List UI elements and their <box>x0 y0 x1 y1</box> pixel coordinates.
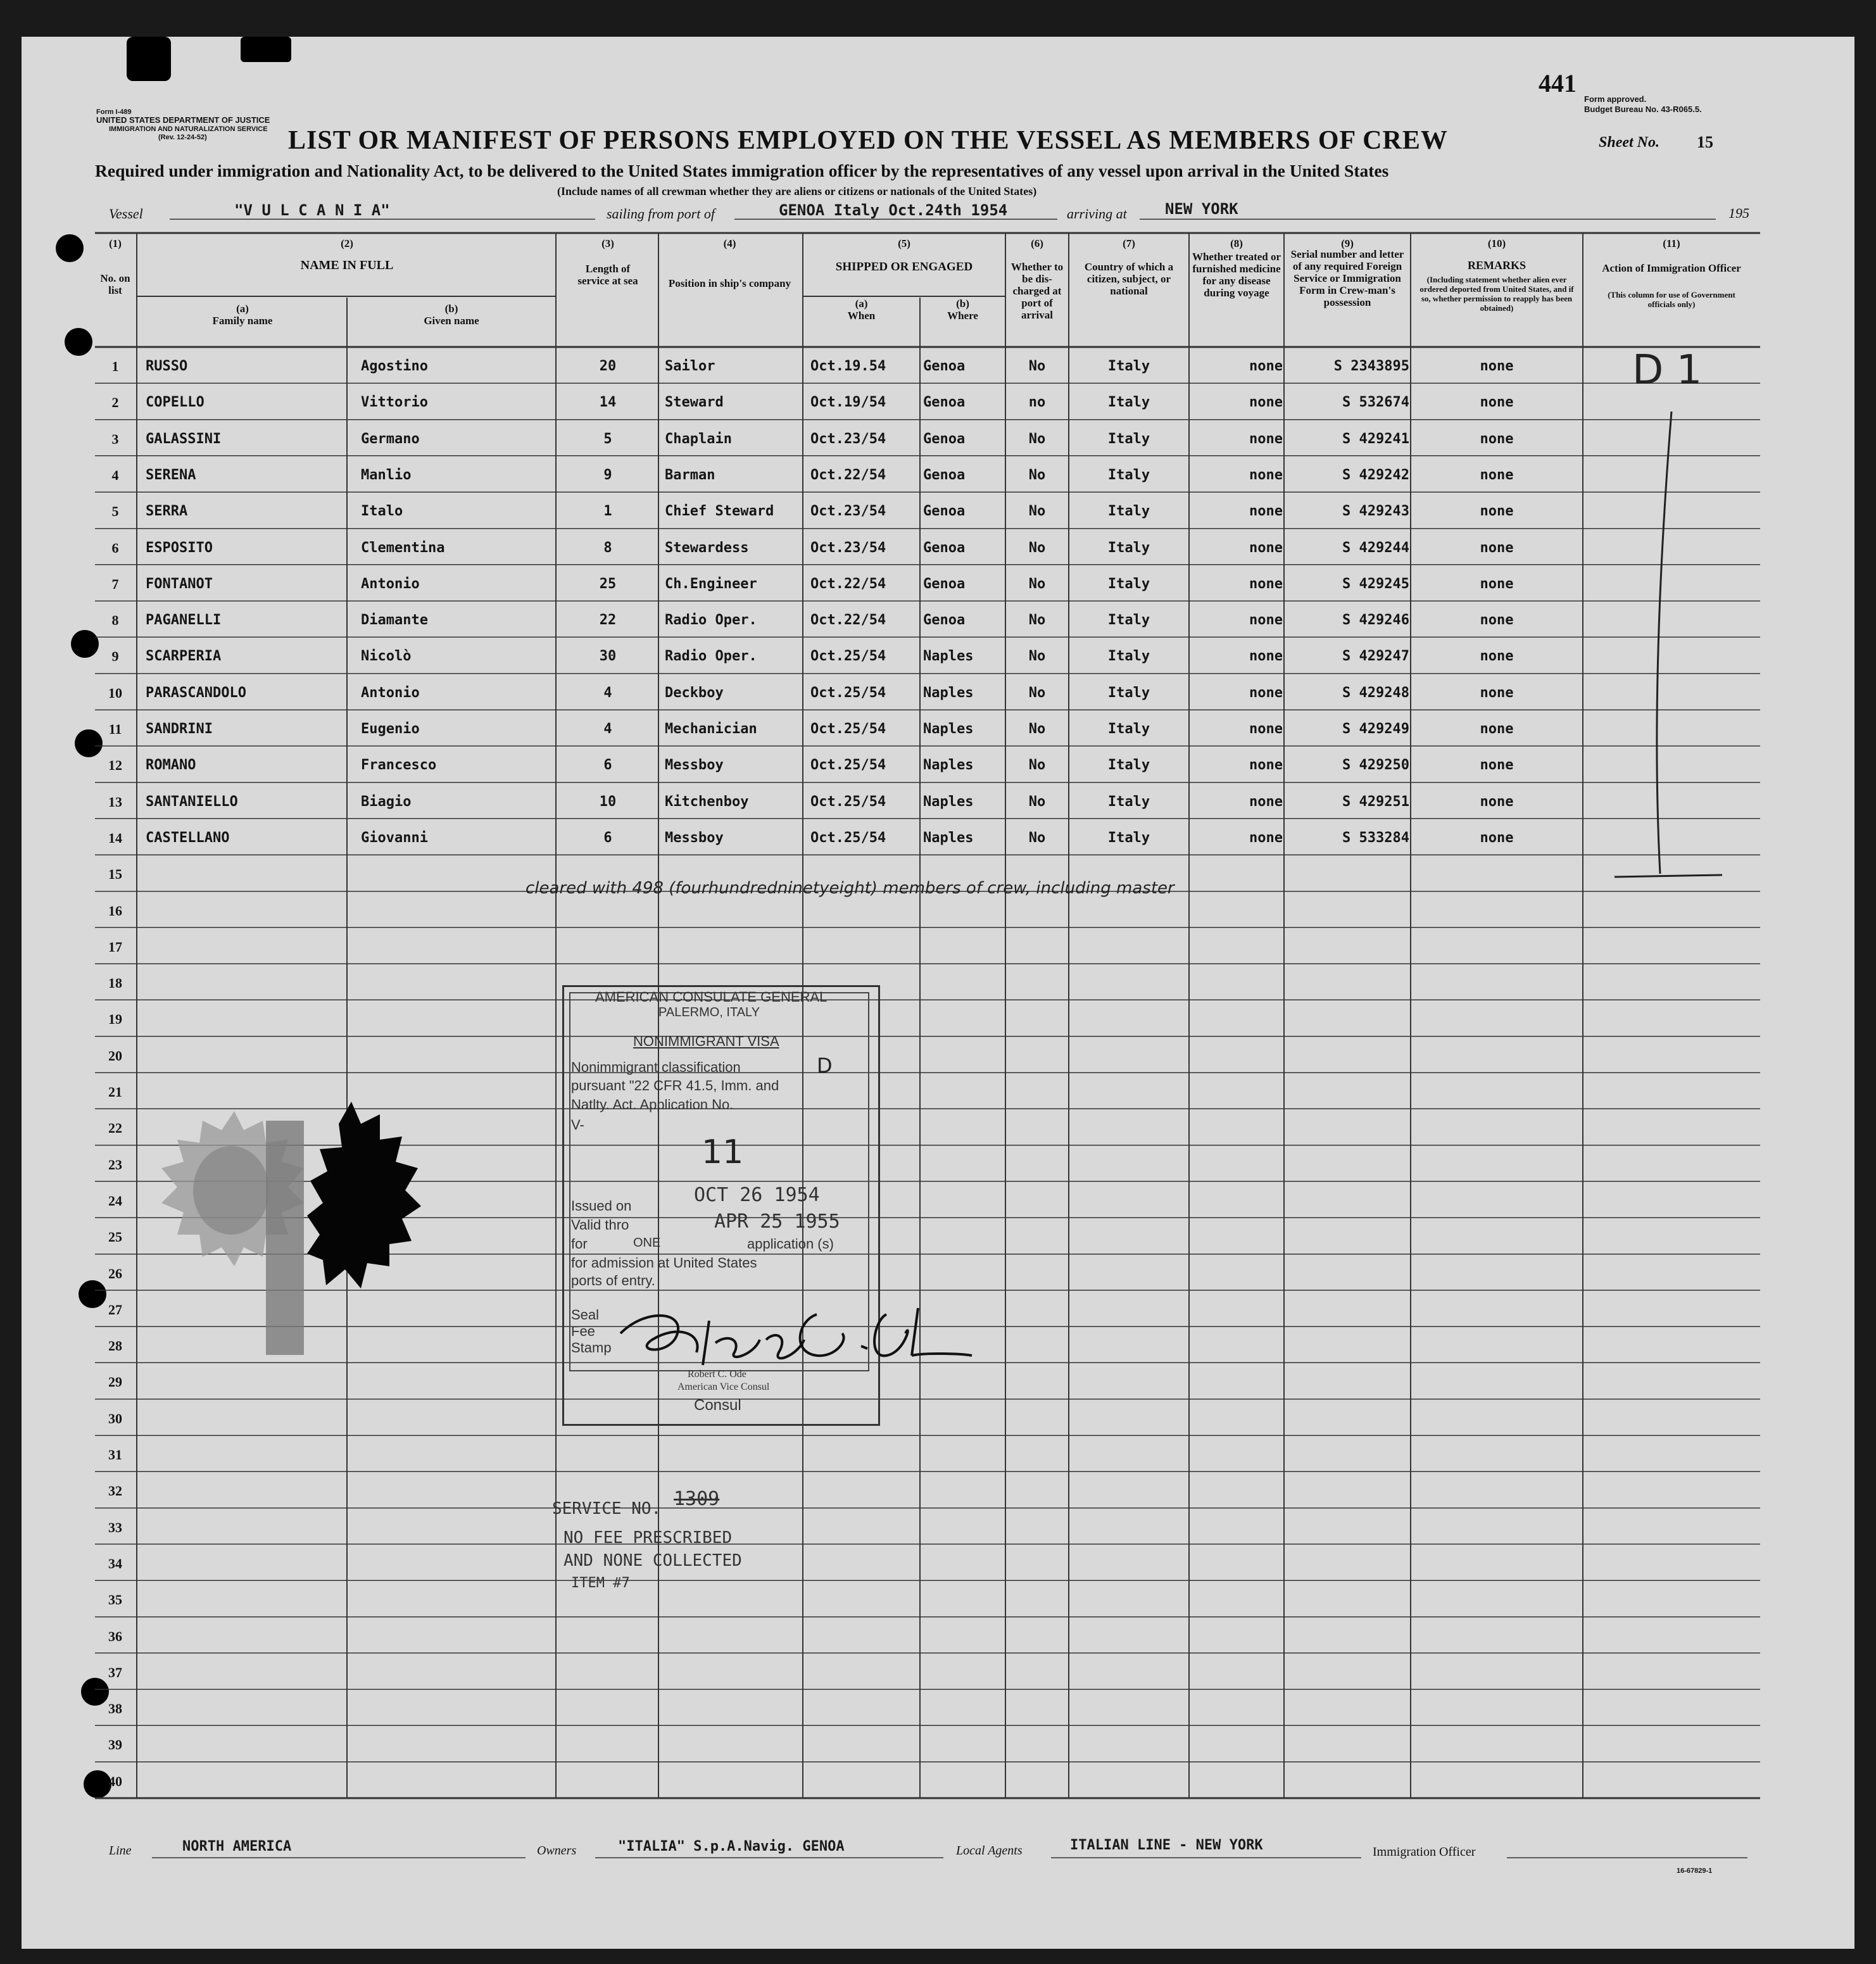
no-fee-text: NO FEE PRESCRIBED <box>563 1528 733 1547</box>
shipped-when: Oct.25/54 <box>810 829 886 846</box>
ship-position: Messboy <box>665 829 724 846</box>
owners-value: "ITALIA" S.p.A.Navig. GENOA <box>618 1839 845 1854</box>
discharged-flag: No <box>1028 358 1046 374</box>
sailing-port: GENOA Italy Oct.24th 1954 <box>779 201 1008 219</box>
serial-number: S 2343895 <box>1333 358 1409 374</box>
col5b-label: (b) Where <box>947 298 978 322</box>
row-number: 5 <box>111 503 119 520</box>
country: Italy <box>1107 612 1150 629</box>
serial-number: S 429251 <box>1342 793 1409 810</box>
length-of-service: 1 <box>603 503 612 520</box>
ship-position: Radio Oper. <box>665 648 757 665</box>
family-name: SANTANIELLO <box>146 793 238 810</box>
consulate-line2: PALERMO, ITALY <box>658 1005 760 1019</box>
medicine-flag: none <box>1249 394 1283 411</box>
discharged-flag: No <box>1028 503 1046 520</box>
form-approved: Form approved. <box>1584 94 1647 104</box>
col11-label: Action of Immigration Officer <box>1602 262 1741 274</box>
country: Italy <box>1107 539 1150 556</box>
row-number: 2 <box>111 394 119 411</box>
discharged-flag: No <box>1028 793 1046 810</box>
row-number: 14 <box>108 829 122 846</box>
discharged-flag: No <box>1028 539 1046 556</box>
ship-position: Ch.Engineer <box>665 576 757 592</box>
family-name: GALASSINI <box>146 431 222 447</box>
family-name: SERRA <box>146 503 188 520</box>
signer-name: Robert C. Ode <box>688 1369 746 1380</box>
shipped-where: Naples <box>923 648 974 665</box>
discharged-flag: No <box>1028 576 1046 592</box>
medicine-flag: none <box>1249 684 1283 701</box>
row-number: 37 <box>108 1664 122 1680</box>
shipped-where: Genoa <box>923 503 966 520</box>
shipped-when: Oct.23/54 <box>810 431 886 447</box>
action-pencil-line <box>1657 412 1671 874</box>
given-name: Manlio <box>361 467 412 483</box>
row-number: 17 <box>108 938 122 955</box>
family-name: SERENA <box>146 467 196 483</box>
classification-label: Nonimmigrant classification <box>571 1059 741 1075</box>
col5-label: SHIPPED OR ENGAGED <box>835 260 973 274</box>
shipped-when: Oct.25/54 <box>810 793 886 810</box>
ship-position: Messboy <box>665 757 724 774</box>
shipped-where: Genoa <box>923 431 966 447</box>
shipped-when: Oct.25/54 <box>810 684 886 701</box>
medicine-flag: none <box>1249 503 1283 520</box>
row-number: 39 <box>108 1737 122 1753</box>
col6-label: Whether to be dis-charged at port of arrival <box>1010 261 1064 321</box>
shipped-when: Oct.25/54 <box>810 648 886 665</box>
vessel-name: "V U L C A N I A" <box>234 201 390 219</box>
ship-position: Sailor <box>665 358 715 374</box>
serial-number: S 533284 <box>1342 829 1409 846</box>
for-label: for <box>571 1236 588 1252</box>
serial-number: S 429243 <box>1342 503 1409 520</box>
shipped-when: Oct.25/54 <box>810 721 886 737</box>
family-name: ROMANO <box>146 757 196 774</box>
length-of-service: 4 <box>603 684 612 701</box>
length-of-service: 6 <box>603 829 612 846</box>
family-name: SANDRINI <box>146 721 213 737</box>
shipped-when: Oct.22/54 <box>810 612 886 629</box>
medicine-flag: none <box>1249 576 1283 592</box>
revision: (Rev. 12-24-52) <box>158 134 207 141</box>
row-number: 7 <box>111 576 119 592</box>
length-of-service: 9 <box>603 467 612 483</box>
length-of-service: 25 <box>599 576 617 592</box>
serial-number: S 429247 <box>1342 648 1409 665</box>
remarks: none <box>1480 576 1514 592</box>
arriving-port: NEW YORK <box>1165 200 1238 218</box>
given-name: Nicolò <box>361 648 412 665</box>
remarks: none <box>1480 612 1514 629</box>
shipped-where: Genoa <box>923 612 966 629</box>
col2b-label: (b) Given name <box>424 303 479 327</box>
serial-number: S 429249 <box>1342 721 1409 737</box>
given-name: Antonio <box>361 684 420 701</box>
valid-date: APR 25 1955 <box>714 1211 840 1233</box>
for-value: ONE <box>633 1236 661 1250</box>
row-number: 26 <box>108 1265 122 1281</box>
row-number: 1 <box>111 358 119 374</box>
shipped-when: Oct.22/54 <box>810 467 886 483</box>
discharged-flag: no <box>1028 394 1046 411</box>
col2-label: NAME IN FULL <box>300 258 394 272</box>
remarks: none <box>1480 829 1514 846</box>
signer-title: American Vice Consul <box>677 1382 770 1392</box>
family-name: RUSSO <box>146 358 188 374</box>
discharged-flag: No <box>1028 684 1046 701</box>
budget-bureau: Budget Bureau No. 43-R065.5. <box>1584 104 1702 114</box>
row-number: 13 <box>108 793 122 810</box>
family-name: PARASCANDOLO <box>146 684 246 701</box>
length-of-service: 14 <box>599 394 617 411</box>
subtitle-note: (Include names of all crewman whether they are aliens or citizens or nationals of the United States) <box>557 185 1037 198</box>
agents-label: Local Agents <box>956 1844 1023 1858</box>
ports-text: ports of entry. <box>571 1273 655 1288</box>
consul-label: Consul <box>694 1397 741 1414</box>
row-number: 24 <box>108 1192 122 1209</box>
country: Italy <box>1107 684 1150 701</box>
country: Italy <box>1107 358 1150 374</box>
col10-label: REMARKS <box>1467 259 1526 272</box>
remarks: none <box>1480 648 1514 665</box>
row-number: 21 <box>108 1084 122 1100</box>
discharged-flag: No <box>1028 721 1046 737</box>
ship-position: Chaplain <box>665 431 732 447</box>
col3-number: (3) <box>601 237 614 249</box>
medicine-flag: none <box>1249 829 1283 846</box>
given-name: Eugenio <box>361 721 420 737</box>
row-number: 29 <box>108 1374 122 1390</box>
country: Italy <box>1107 757 1150 774</box>
country: Italy <box>1107 503 1150 520</box>
row-number: 19 <box>108 1011 122 1028</box>
shipped-when: Oct.23/54 <box>810 539 886 556</box>
country: Italy <box>1107 576 1150 592</box>
shipped-when: Oct.25/54 <box>810 757 886 774</box>
discharged-flag: No <box>1028 829 1046 846</box>
row-number: 6 <box>111 539 119 556</box>
col1-label: No. on list <box>100 272 130 296</box>
issued-date: OCT 26 1954 <box>694 1184 820 1206</box>
row-number: 36 <box>108 1628 122 1644</box>
family-name: ESPOSITO <box>146 539 213 556</box>
col6-number: (6) <box>1031 237 1043 249</box>
row-number: 3 <box>111 431 119 447</box>
serial-number: S 429244 <box>1342 539 1409 556</box>
page-number: 441 <box>1539 69 1577 98</box>
handwritten-note: cleared with 498 (fourhundredninetyeight) members of crew, including master <box>526 879 1174 898</box>
given-name: Vittorio <box>361 394 428 411</box>
discharged-flag: No <box>1028 757 1046 774</box>
col7-number: (7) <box>1123 237 1135 249</box>
v-label: V- <box>571 1117 584 1133</box>
sheet-label: Sheet No. <box>1599 134 1659 151</box>
given-name: Diamante <box>361 612 428 629</box>
remarks: none <box>1480 358 1514 374</box>
length-of-service: 22 <box>599 612 617 629</box>
remarks: none <box>1480 467 1514 483</box>
serial-number: S 429242 <box>1342 467 1409 483</box>
row-number: 32 <box>108 1483 122 1499</box>
year-label: 195 <box>1728 205 1749 221</box>
application-label: application (s) <box>747 1236 834 1252</box>
line-value: NORTH AMERICA <box>182 1839 292 1854</box>
ship-position: Stewardess <box>665 539 749 556</box>
col8-number: (8) <box>1230 237 1243 249</box>
col9-number: (9) <box>1341 237 1354 249</box>
given-name: Agostino <box>361 358 428 374</box>
classification-value: D <box>817 1054 833 1078</box>
shipped-where: Naples <box>923 793 974 810</box>
col7-label: Country of which a citizen, subject, or national <box>1084 261 1174 297</box>
issued-label: Issued on <box>571 1198 632 1214</box>
col5a-label: (a) When <box>847 298 876 322</box>
line-label: Line <box>109 1844 132 1858</box>
row-number: 9 <box>111 648 119 665</box>
sheet-number: 15 <box>1697 133 1713 151</box>
medicine-flag: none <box>1249 467 1283 483</box>
natlty-text: Natlty. Act. Application No. <box>571 1097 734 1112</box>
ship-position: Chief Steward <box>665 503 774 520</box>
row-number: 22 <box>108 1120 122 1136</box>
admission-text: for admission at United States <box>571 1255 757 1271</box>
handwritten-mark: 11 <box>702 1133 744 1171</box>
country: Italy <box>1107 648 1150 665</box>
seal-label: Seal <box>571 1307 600 1323</box>
length-of-service: 5 <box>603 431 612 447</box>
consulate-line1: AMERICAN CONSULATE GENERAL <box>595 989 828 1005</box>
length-of-service: 10 <box>599 793 617 810</box>
seal-strip <box>266 1121 304 1355</box>
country: Italy <box>1107 793 1150 810</box>
col1-number: (1) <box>109 237 122 249</box>
remarks: none <box>1480 757 1514 774</box>
service-label: SERVICE NO. <box>552 1499 662 1518</box>
shipped-where: Naples <box>923 829 974 846</box>
medicine-flag: none <box>1249 721 1283 737</box>
medicine-flag: none <box>1249 612 1283 629</box>
length-of-service: 6 <box>603 757 612 774</box>
medicine-flag: none <box>1249 757 1283 774</box>
col9-label: Serial number and letter of any required Foreign Service or Immigration Form in Crew-man's possession <box>1290 248 1404 308</box>
given-name: Biagio <box>361 793 412 810</box>
row-number: 30 <box>108 1410 122 1426</box>
shipped-where: Naples <box>923 721 974 737</box>
shipped-where: Naples <box>923 757 974 774</box>
col3-label: Length of service at sea <box>577 263 638 287</box>
visa-type: NONIMMIGRANT VISA <box>633 1033 779 1049</box>
ship-position: Steward <box>665 394 724 411</box>
country: Italy <box>1107 829 1150 846</box>
col4-number: (4) <box>723 237 736 249</box>
medicine-flag: none <box>1249 648 1283 665</box>
given-name: Germano <box>361 431 420 447</box>
family-name: PAGANELLI <box>146 612 222 629</box>
form-code: Form I-489 <box>96 108 132 116</box>
action-pencil-end <box>1615 875 1722 877</box>
row-number: 10 <box>108 684 122 701</box>
sailing-label: sailing from port of <box>607 206 715 222</box>
valid-label: Valid thro <box>571 1217 629 1233</box>
ship-position: Radio Oper. <box>665 612 757 629</box>
remarks: none <box>1480 721 1514 737</box>
serial-number: S 429241 <box>1342 431 1409 447</box>
row-number: 16 <box>108 902 122 919</box>
col10-number: (10) <box>1487 237 1506 249</box>
remarks: none <box>1480 684 1514 701</box>
given-name: Italo <box>361 503 403 520</box>
serial-number: S 532674 <box>1342 394 1409 411</box>
medicine-flag: none <box>1249 539 1283 556</box>
row-number: 12 <box>108 757 122 774</box>
pursuant-text: pursuant "22 CFR 41.5, Imm. and <box>571 1078 779 1093</box>
ship-position: Barman <box>665 467 715 483</box>
col11-note: (This column for use of Government officials only) <box>1608 290 1735 309</box>
medicine-flag: none <box>1249 431 1283 447</box>
given-name: Clementina <box>361 539 445 556</box>
row-number: 28 <box>108 1338 122 1354</box>
shipped-when: Oct.19/54 <box>810 394 886 411</box>
country: Italy <box>1107 721 1150 737</box>
owners-label: Owners <box>537 1844 577 1858</box>
serial-number: S 429246 <box>1342 612 1409 629</box>
remarks: none <box>1480 793 1514 810</box>
length-of-service: 20 <box>599 358 617 374</box>
discharged-flag: No <box>1028 431 1046 447</box>
seal-core <box>193 1146 269 1235</box>
officer-label: Immigration Officer <box>1373 1845 1476 1859</box>
remarks: none <box>1480 431 1514 447</box>
action-mark: D 1 <box>1632 347 1703 394</box>
row-number: 18 <box>108 975 122 991</box>
medicine-flag: none <box>1249 793 1283 810</box>
col8-label: Whether treated or furnished medicine for any disease during voyage <box>1192 251 1281 299</box>
serial-number: S 429248 <box>1342 684 1409 701</box>
service-number: 1309 <box>674 1488 720 1510</box>
fee-label: Fee <box>571 1323 595 1339</box>
length-of-service: 4 <box>603 721 612 737</box>
col2a-label: (a) Family name <box>212 303 273 327</box>
family-name: SCARPERIA <box>146 648 222 665</box>
stamp-label: Stamp <box>571 1340 612 1356</box>
serial-number: S 429250 <box>1342 757 1409 774</box>
length-of-service: 30 <box>599 648 617 665</box>
col11-number: (11) <box>1663 237 1680 249</box>
shipped-where: Genoa <box>923 394 966 411</box>
embossed-seal <box>161 1102 440 1368</box>
form-footer-code: 16-67829-1 <box>1677 1867 1713 1875</box>
shipped-where: Genoa <box>923 358 966 374</box>
col4-label: Position in ship's company <box>668 277 791 289</box>
remarks: none <box>1480 539 1514 556</box>
row-number: 35 <box>108 1592 122 1608</box>
shipped-when: Oct.19.54 <box>810 358 886 374</box>
shipped-when: Oct.22/54 <box>810 576 886 592</box>
row-number: 8 <box>111 612 119 629</box>
family-name: COPELLO <box>146 394 205 411</box>
row-number: 20 <box>108 1047 122 1064</box>
shipped-where: Naples <box>923 684 974 701</box>
row-number: 38 <box>108 1701 122 1717</box>
wax-seal <box>307 1102 421 1288</box>
row-number: 15 <box>108 866 122 883</box>
service-name: IMMIGRATION AND NATURALIZATION SERVICE <box>109 125 268 133</box>
country: Italy <box>1107 467 1150 483</box>
family-name: FONTANOT <box>146 576 213 592</box>
given-name: Antonio <box>361 576 420 592</box>
row-number: 4 <box>111 467 119 483</box>
shipped-when: Oct.23/54 <box>810 503 886 520</box>
row-number: 11 <box>108 721 122 737</box>
ship-position: Deckboy <box>665 684 724 701</box>
col2-number: (2) <box>341 237 353 249</box>
remarks: none <box>1480 503 1514 520</box>
vessel-label: Vessel <box>109 206 143 222</box>
col10-note: (Including statement whether alien ever ordered deported from United States, and if so, whether permission to reapply has been obtained) <box>1420 275 1574 313</box>
medicine-flag: none <box>1249 358 1283 374</box>
row-number: 25 <box>108 1229 122 1245</box>
ship-position: Kitchenboy <box>665 793 749 810</box>
ship-position: Mechanician <box>665 721 757 737</box>
row-number: 27 <box>108 1301 122 1318</box>
department-name: UNITED STATES DEPARTMENT OF JUSTICE <box>96 115 270 125</box>
country: Italy <box>1107 431 1150 447</box>
item-text: ITEM #7 <box>571 1575 630 1591</box>
row-number: 34 <box>108 1555 122 1571</box>
discharged-flag: No <box>1028 467 1046 483</box>
shipped-where: Genoa <box>923 576 966 592</box>
row-number: 40 <box>108 1773 122 1789</box>
row-number: 33 <box>108 1519 122 1535</box>
serial-number: S 429245 <box>1342 576 1409 592</box>
remarks: none <box>1480 394 1514 411</box>
subtitle: Required under immigration and Nationality Act, to be delivered to the United States immigration officer by the representatives of any vessel upon arrival in the United States <box>95 161 1389 180</box>
agents-value: ITALIAN LINE - NEW YORK <box>1070 1837 1263 1853</box>
given-name: Francesco <box>361 757 437 774</box>
country: Italy <box>1107 394 1150 411</box>
consul-signature <box>608 1295 975 1378</box>
page-title: LIST OR MANIFEST OF PERSONS EMPLOYED ON THE VESSEL AS MEMBERS OF CREW <box>288 126 1448 155</box>
discharged-flag: No <box>1028 648 1046 665</box>
length-of-service: 8 <box>603 539 612 556</box>
col5-number: (5) <box>898 237 910 249</box>
shipped-where: Genoa <box>923 467 966 483</box>
discharged-flag: No <box>1028 612 1046 629</box>
arriving-label: arriving at <box>1067 206 1127 222</box>
none-collected-text: AND NONE COLLECTED <box>563 1551 742 1570</box>
row-number: 31 <box>108 1447 122 1463</box>
given-name: Giovanni <box>361 829 428 846</box>
family-name: CASTELLANO <box>146 829 230 846</box>
row-number: 23 <box>108 1156 122 1173</box>
shipped-where: Genoa <box>923 539 966 556</box>
